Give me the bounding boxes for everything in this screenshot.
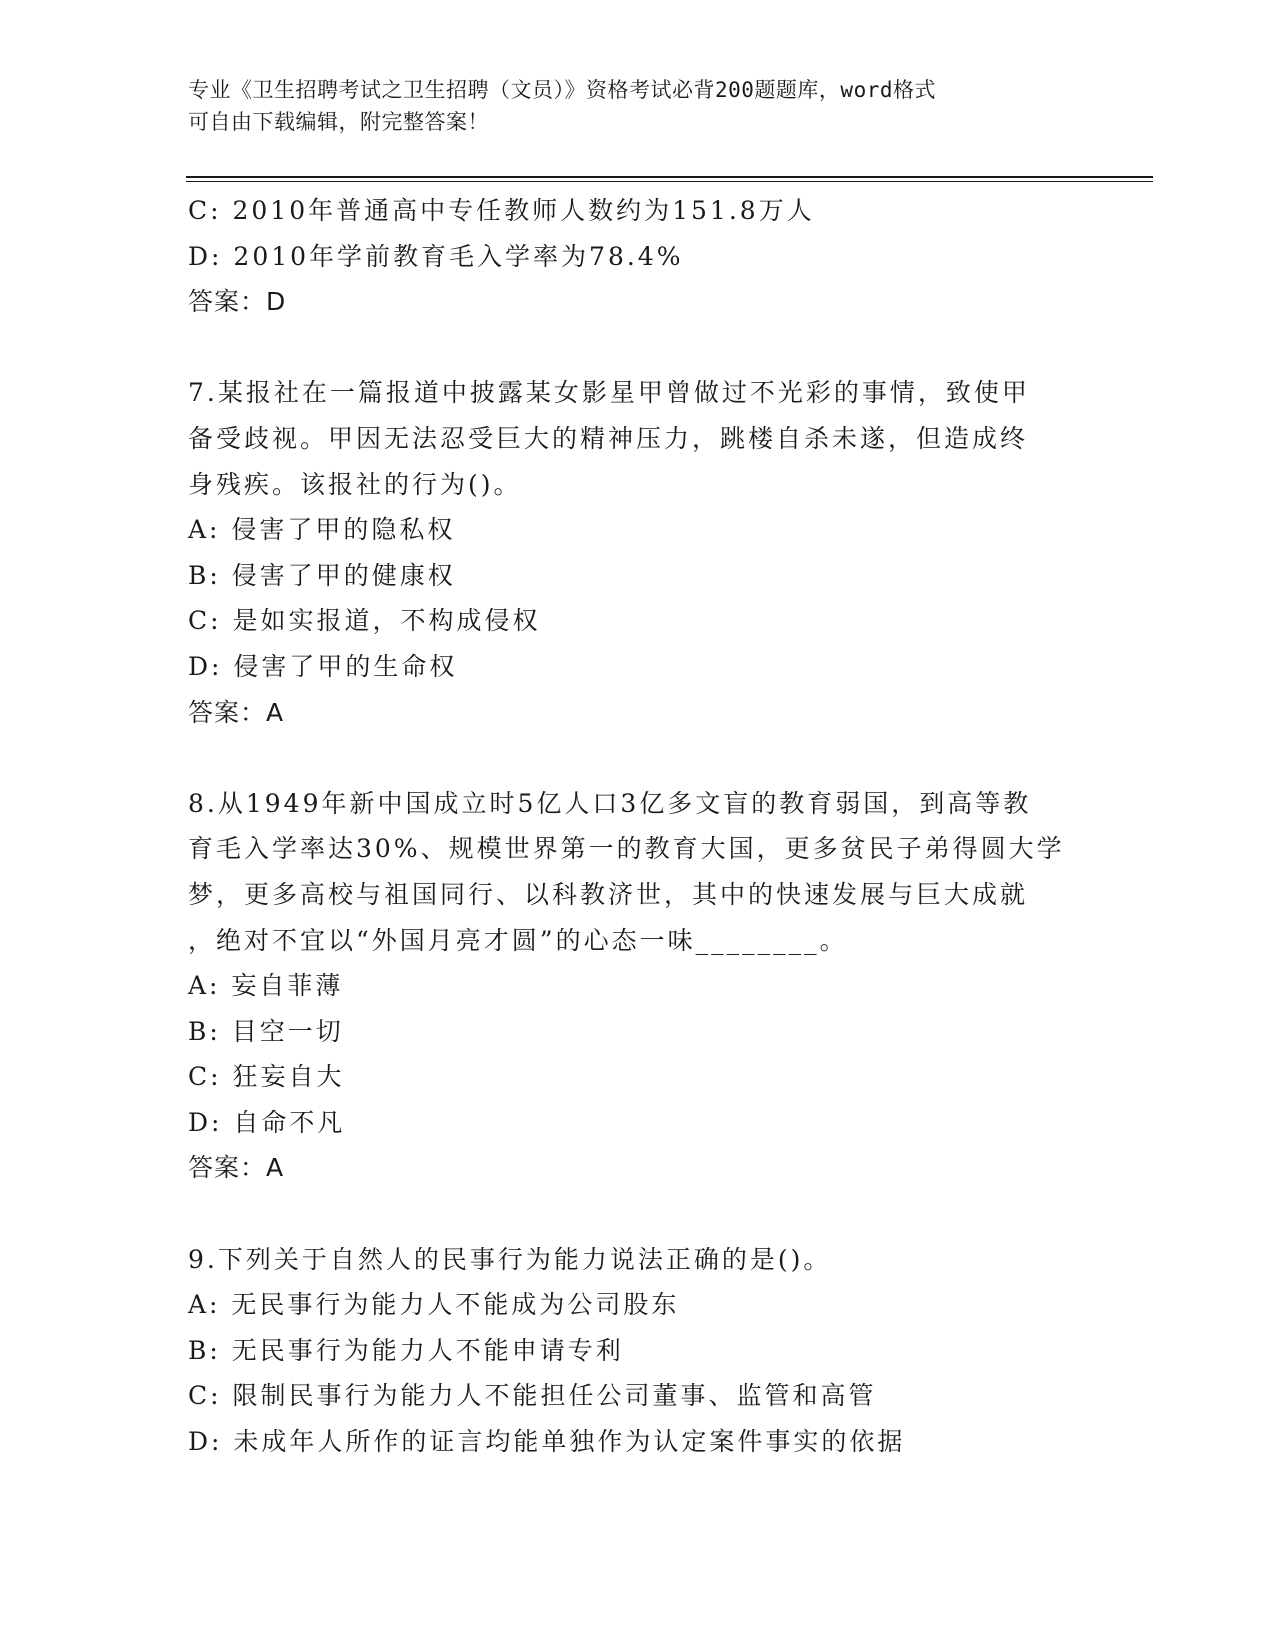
document-header — [188, 74, 1068, 138]
q7-stem-line-2: 备受歧视。甲因无法忍受巨大的精神压力，跳楼自杀未遂，但造成终 — [188, 423, 1029, 453]
q7-option-a: A: 侵害了甲的隐私权 — [188, 515, 456, 545]
question-8-block — [188, 781, 1088, 1191]
q7-option-b: B: 侵害了甲的健康权 — [188, 560, 456, 590]
document-body — [188, 188, 1088, 1465]
question-6-block — [188, 188, 1088, 325]
q7-answer: 答案：A — [188, 697, 285, 727]
question-7-block — [188, 370, 1088, 735]
q8-stem-line-2: 育毛入学率达30%、规模世界第一的教育大国，更多贫民子弟得圆大学 — [188, 834, 1065, 864]
q9-option-a: A: 无民事行为能力人不能成为公司股东 — [188, 1290, 680, 1320]
q8-stem-line-4: ，绝对不宜以“外国月亮才圆”的心态一味________。 — [188, 925, 848, 955]
question-9-block — [188, 1237, 1088, 1465]
q8-stem-line-3: 梦，更多高校与祖国同行、以科教济世，其中的快速发展与巨大成就 — [188, 879, 1029, 909]
header-line-1: 专业《卫生招聘考试之卫生招聘（文员）》资格考试必背200题题库，word格式 — [188, 78, 936, 102]
header-rule-thick — [186, 176, 1153, 178]
q9-stem-line-1: 9.下列关于自然人的民事行为能力说法正确的是()。 — [188, 1244, 832, 1274]
spacer — [188, 735, 1088, 781]
q8-option-b: B: 目空一切 — [188, 1016, 344, 1046]
q8-answer: 答案：A — [188, 1153, 285, 1183]
q7-option-d: D: 侵害了甲的生命权 — [188, 651, 458, 681]
q7-option-c: C: 是如实报道，不构成侵权 — [188, 606, 541, 636]
q9-option-d: D: 未成年人所作的证言均能单独作为认定案件事实的依据 — [188, 1427, 906, 1457]
q6-option-c: C: 2010年普通高中专任教师人数约为151.8万人 — [188, 196, 815, 225]
q7-stem-line-1: 7.某报社在一篇报道中披露某女影星甲曾做过不光彩的事情，致使甲 — [188, 378, 1030, 408]
q8-option-c: C: 狂妄自大 — [188, 1062, 345, 1092]
q6-option-d: D: 2010年学前教育毛入学率为78.4% — [188, 241, 684, 271]
q6-answer: 答案：D — [188, 287, 287, 317]
q9-option-b: B: 无民事行为能力人不能申请专利 — [188, 1335, 624, 1365]
header-rule-thin — [186, 181, 1153, 182]
q8-option-a: A: 妄自菲薄 — [188, 971, 344, 1001]
spacer — [188, 1191, 1088, 1237]
q7-stem-line-3: 身残疾。该报社的行为()。 — [188, 469, 522, 499]
header-line-2: 可自由下载编辑，附完整答案！ — [188, 110, 489, 134]
q9-option-c: C: 限制民事行为能力人不能担任公司董事、监管和高管 — [188, 1381, 877, 1411]
spacer — [188, 325, 1088, 371]
q8-stem-line-1: 8.从1949年新中国成立时5亿人口3亿多文盲的教育弱国，到高等教 — [188, 788, 1032, 818]
q8-option-d: D: 自命不凡 — [188, 1107, 346, 1137]
